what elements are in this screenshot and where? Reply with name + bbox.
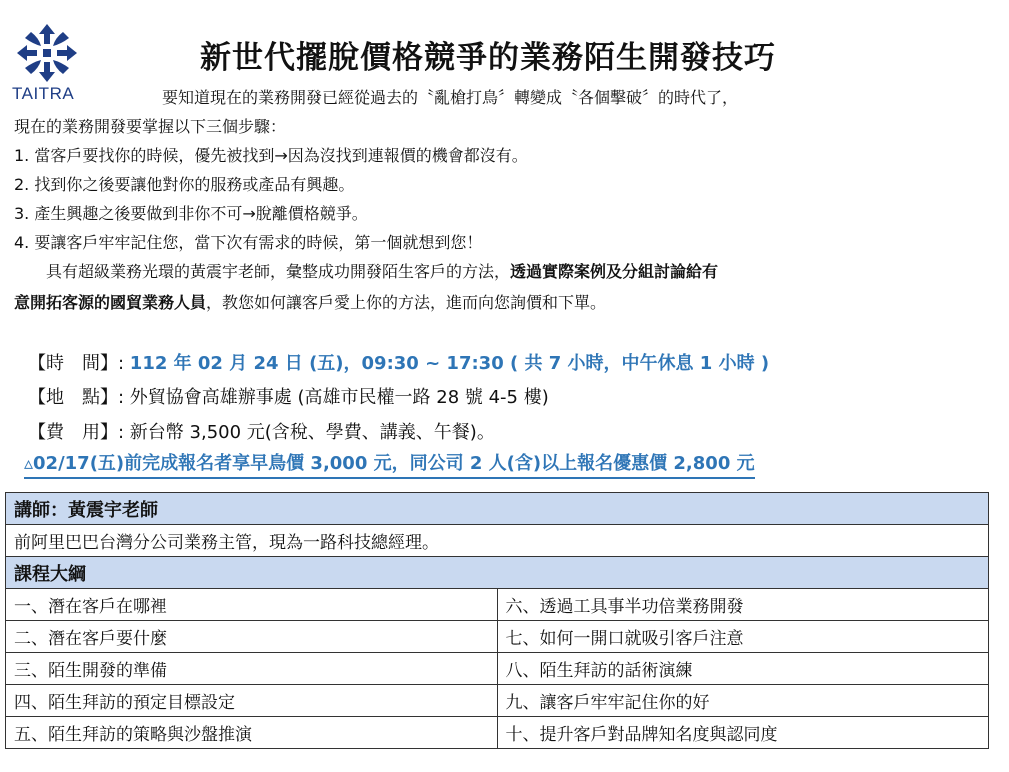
intro-line-1: 要知道現在的業務開發已經從過去的〝亂槍打鳥〞轉變成〝各個擊破〞的時代了， [162, 88, 739, 107]
course-table [5, 492, 989, 749]
step-item-4: 4. 要讓客戶牢牢記住您，當下次有需求的時候，第一個就想到您！ [14, 233, 483, 252]
early-bird-promo: ▵02/17(五)前完成報名者享早鳥價 3,000 元，同公司 2 人(含)以上報名優惠價 2,800 元 [24, 449, 755, 479]
fee-info [28, 418, 495, 444]
outline-item: 七、如何一開口就吸引客戶注意 [497, 621, 989, 653]
taitra-logo-icon [17, 24, 77, 82]
step-item-1: 1. 當客戶要找你的時候，優先被找到→因為沒找到連報價的機會都沒有。 [14, 146, 528, 165]
step-item-3: 3. 產生興趣之後要做到非你不可→脫離價格競爭。 [14, 204, 368, 223]
description-line-2 [14, 290, 606, 313]
outline-item: 三、陌生開發的準備 [6, 653, 498, 685]
table-row [6, 589, 989, 621]
step-item-2: 2. 找到你之後要讓他對你的服務或產品有興趣。 [14, 175, 355, 194]
teacher-header: 講師：黃震宇老師 [6, 493, 989, 525]
place-label: 【地 點】: [28, 387, 130, 408]
logo-text: TAITRA [12, 84, 75, 103]
fee-label: 【費 用】: [28, 422, 130, 443]
description-text: 具有超級業務光環的黃震宇老師，彙整成功開發陌生客戶的方法， [46, 262, 511, 281]
outline-item: 九、讓客戶牢牢記住你的好 [497, 685, 989, 717]
description-highlight: 透過實際案例及分組討論給有 [510, 262, 719, 281]
outline-item: 二、潛在客戶要什麼 [6, 621, 498, 653]
time-label: 【時 間】: [28, 353, 130, 374]
outline-item: 一、潛在客戶在哪裡 [6, 589, 498, 621]
outline-item: 四、陌生拜訪的預定目標設定 [6, 685, 498, 717]
outline-item: 五、陌生拜訪的策略與沙盤推演 [6, 717, 498, 749]
description-text-2: ，教您如何讓客戶愛上你的方法，進而向您詢價和下單。 [206, 293, 607, 312]
time-info [28, 349, 769, 375]
description-highlight-2: 意開拓客源的國貿業務人員 [14, 293, 207, 312]
intro-line-2: 現在的業務開發要掌握以下三個步驟： [14, 117, 287, 136]
outline-item: 十、提升客戶對品牌知名度與認同度 [497, 717, 989, 749]
table-row [6, 621, 989, 653]
table-row [6, 685, 989, 717]
teacher-description: 前阿里巴巴台灣分公司業務主管，現為一路科技總經理。 [6, 525, 989, 557]
page-title: 新世代擺脫價格競爭的業務陌生開發技巧 [200, 40, 776, 76]
fee-value: 新台幣 3,500 元(含稅、學費、講義、午餐)。 [129, 422, 495, 443]
description-line-1 [46, 259, 718, 282]
table-row [6, 717, 989, 749]
taitra-logo [12, 24, 86, 104]
place-value: 外貿協會高雄辦事處 (高雄市民權一路 28 號 4-5 樓) [129, 387, 549, 408]
outline-item: 八、陌生拜訪的話術演練 [497, 653, 989, 685]
time-value: 112 年 02 月 24 日 (五)，09:30 ~ 17:30 ( 共 7 小時，中午休息 1 小時 ) [129, 353, 770, 374]
outline-header: 課程大綱 [6, 557, 989, 589]
table-row [6, 653, 989, 685]
outline-item: 六、透過工具事半功倍業務開發 [497, 589, 989, 621]
place-info [28, 383, 549, 409]
